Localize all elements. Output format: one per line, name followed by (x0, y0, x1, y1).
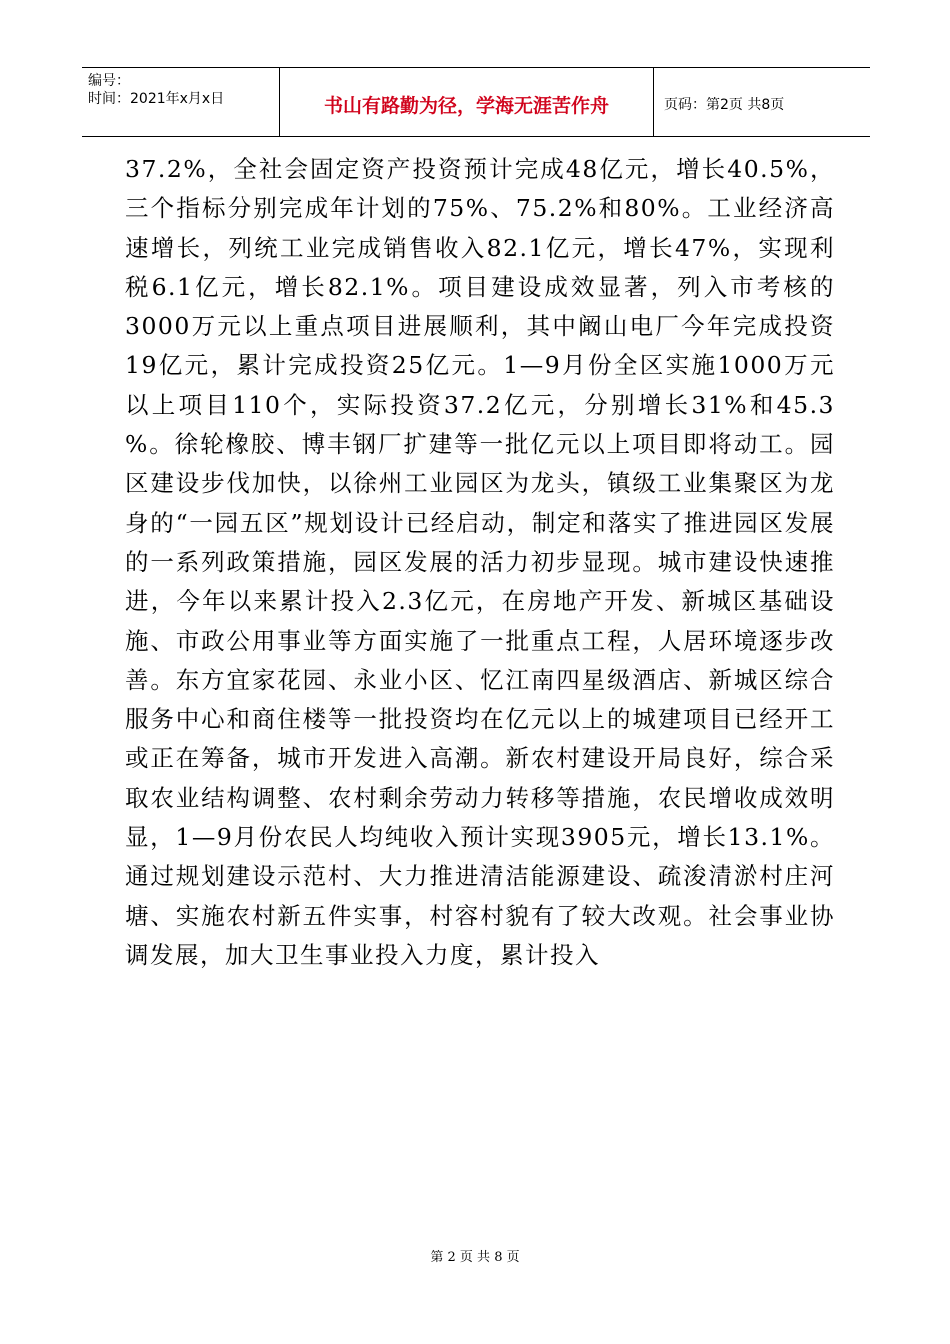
body-paragraph: 37.2%，全社会固定资产投资预计完成48亿元，增长40.5%，三个指标分别完成年计划的75%、75.2%和80%。工业经济高速增长，列统工业完成销售收入82.1亿元，增长47%，实现利税6.1亿元，增长82.1%。项目建设成效显著，列入市考核的3000万元以上重点项目进展顺利，其中阚山电厂今年完成投资19亿元，累计完成投资25亿元。1—9月份全区实施1000万元以上项目110个，实际投资37.2亿元，分别增长31%和45.3 %。徐轮橡胶、博丰钢厂扩建等一批亿元以上项目即将动工。园区建设步伐加快，以徐州工业园区为龙头，镇级工业集聚区为龙身的“一园五区”规划设计已经启动，制定和落实了推进园区发展的一系列政策措施，园区发展的活力初步显现。城市建设快速推进，今年以来累计投入2.3亿元，在房地产开发、新城区基础设施、市政公用事业等方面实施了一批重点工程，人居环境逐步改善。东方宜家花园、永业小区、忆江南四星级酒店、新城区综合服务中心和商住楼等一批投资均在亿元以上的城建项目已经开工或正在筹备，城市开发进入高潮。新农村建设开局良好，综合采取农业结构调整、农村剩余劳动力转移等措施，农民增收成效明显，1—9月份农民人均纯收入预计实现3905元，增长13.1%。通过规划建设示范村、大力推进清洁能源建设、疏浚清淤村庄河塘、实施农村新五件实事，村容村貌有了较大改观。社会事业协调发展，加大卫生事业投入力度，累计投入 (125, 155, 835, 969)
header-page-info: 页码：第2页 共8页 (664, 97, 785, 113)
page-footer: 第 2 页 共 8 页 (430, 1250, 520, 1265)
header-meta (82, 68, 280, 136)
time-label: 时间：2021年x月x日 (88, 91, 225, 107)
document-body (125, 150, 835, 975)
document-header (82, 67, 870, 137)
header-motto: 书山有路勤为径，学海无涯苦作舟 (280, 68, 654, 136)
number-label: 编号： (88, 73, 130, 89)
